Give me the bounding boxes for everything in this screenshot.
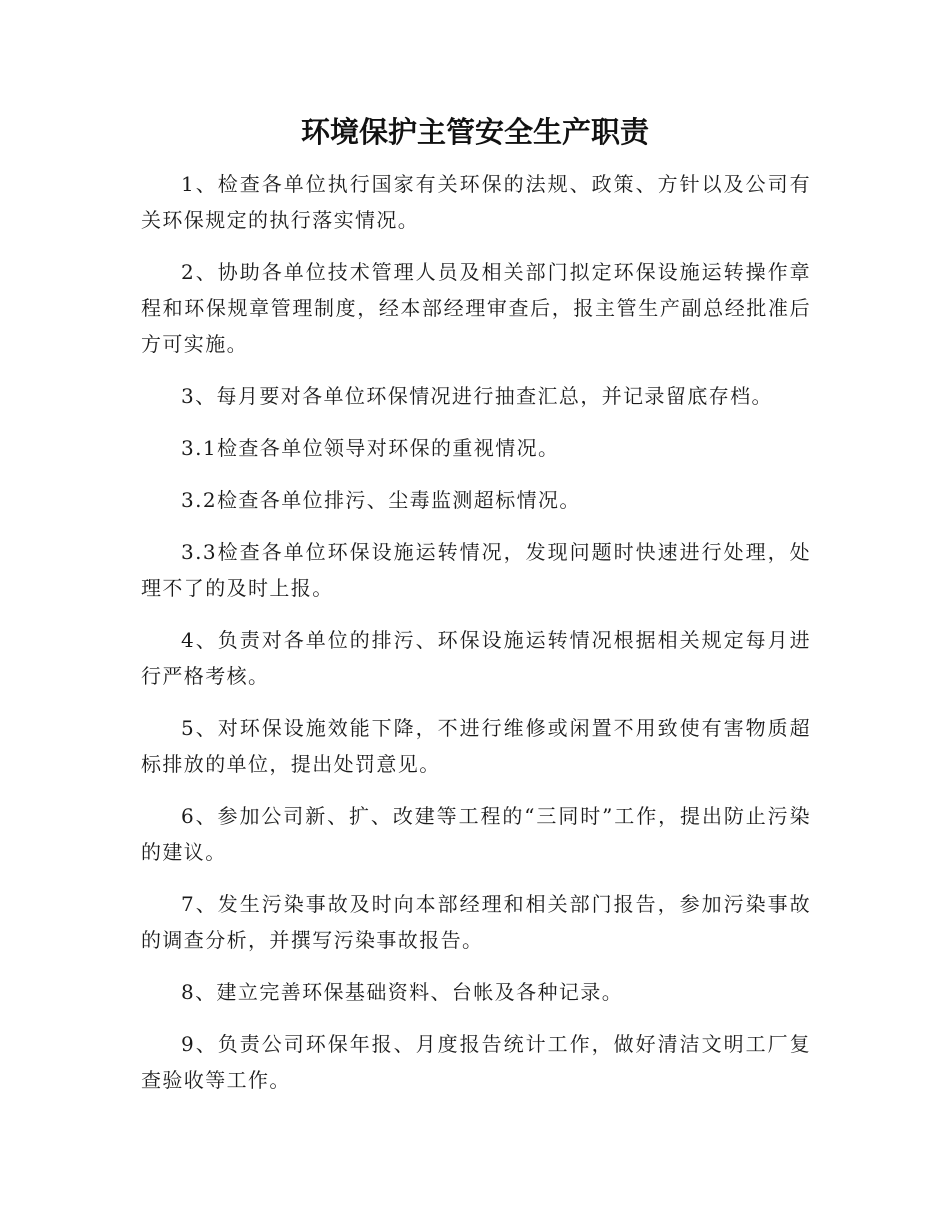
document-title: 环境保护主管安全生产职责 (300, 115, 649, 149)
paragraph-2: 2、协助各单位技术管理人员及相关部门拟定环保设施运转操作章程和环保规章管理制度，经本部经理审查后，报主管生产副总经批准后方可实施。 (141, 260, 811, 356)
paragraph-6: 6、参加公司新、扩、改建等工程的“三同时”工作，提出防止污染的建议。 (141, 804, 811, 864)
paragraph-7: 7、发生污染事故及时向本部经理和相关部门报告，参加污染事故的调查分析，并撰写污染事故报告。 (141, 892, 811, 952)
paragraph-3-3: 3.3检查各单位环保设施运转情况，发现问题时快速进行处理，处理不了的及时上报。 (141, 540, 811, 600)
paragraph-1: 1、检查各单位执行国家有关环保的法规、政策、方针以及公司有关环保规定的执行落实情况。 (141, 172, 811, 232)
paragraph-3-1: 3.1检查各单位领导对环保的重视情况。 (181, 436, 560, 460)
paragraph-5: 5、对环保设施效能下降，不进行维修或闲置不用致使有害物质超标排放的单位，提出处罚意见。 (141, 716, 811, 776)
paragraph-8: 8、建立完善环保基础资料、台帐及各种记录。 (181, 980, 624, 1004)
paragraph-9: 9、负责公司环保年报、月度报告统计工作，做好清洁文明工厂复查验收等工作。 (141, 1032, 811, 1092)
paragraph-3-2: 3.2检查各单位排污、尘毒监测超标情况。 (181, 488, 581, 512)
paragraph-3: 3、每月要对各单位环保情况进行抽查汇总，并记录留底存档。 (181, 384, 773, 408)
document-body (141, 166, 811, 1114)
paragraph-4: 4、负责对各单位的排污、环保设施运转情况根据相关规定每月进行严格考核。 (141, 628, 811, 688)
